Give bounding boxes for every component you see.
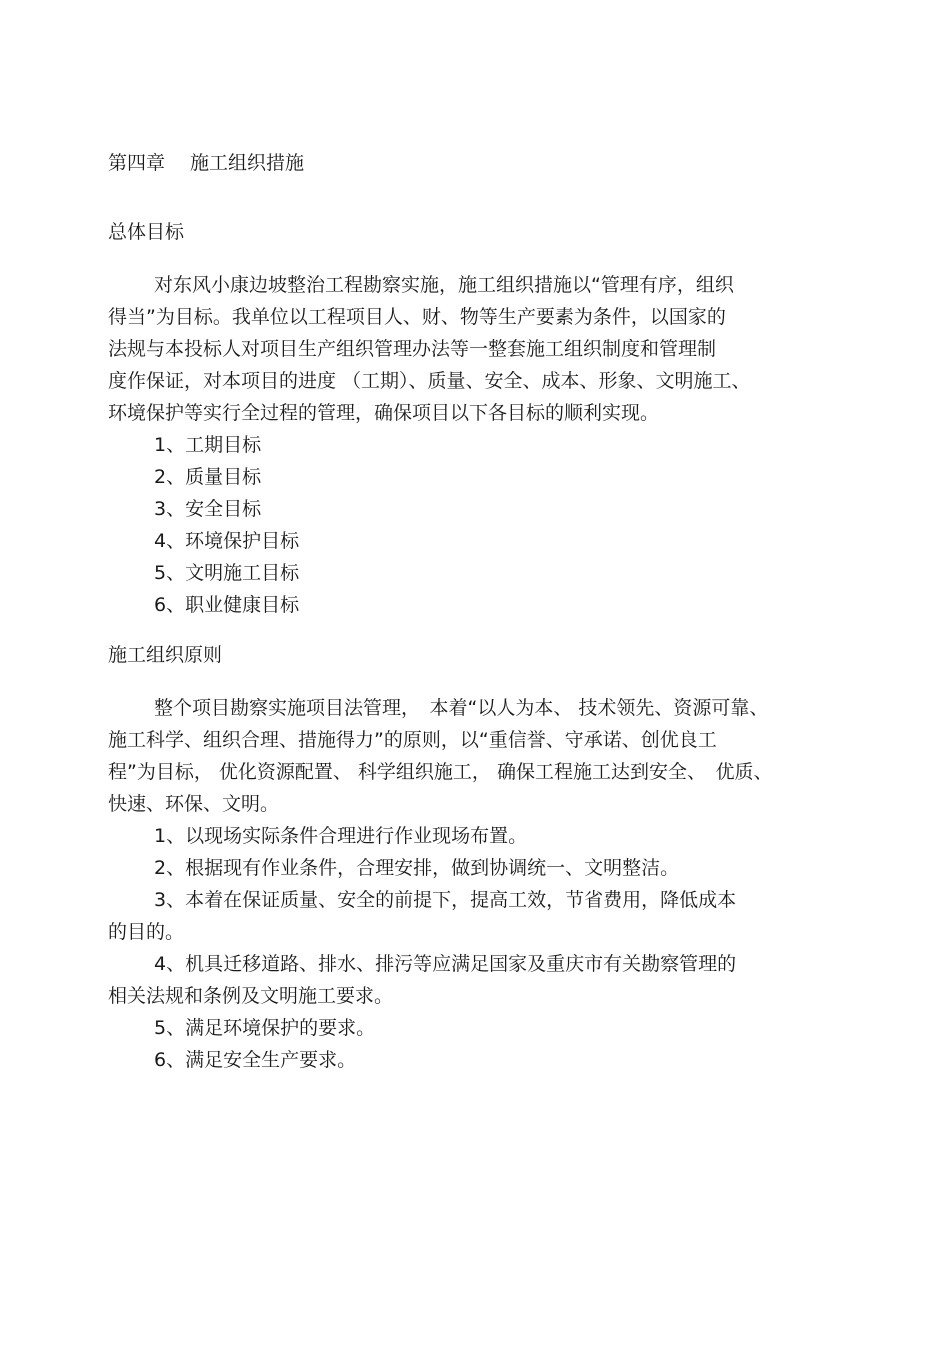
paragraph-line: 环境保护等实行全过程的管理，确保项目以下各目标的顺利实现。: [108, 402, 660, 424]
list-item: 3、本着在保证质量、安全的前提下，提高工效，节省费用，降低成本: [154, 889, 737, 911]
paragraph-line: 度作保证，对本项目的进度 （工期）、质量、安全、成本、形象、文明施工、: [108, 370, 751, 392]
list-item: 1、工期目标: [154, 434, 262, 456]
list-item: 5、满足环境保护的要求。: [154, 1017, 376, 1039]
list-item: 3、安全目标: [154, 498, 262, 520]
paragraph-line: 得当”为目标。我单位以工程项目人、财、物等生产要素为条件，以国家的: [108, 306, 726, 328]
list-item: 6、满足安全生产要求。: [154, 1049, 357, 1071]
paragraph-line: 快速、环保、文明。: [108, 793, 280, 815]
list-item: 2、质量目标: [154, 466, 262, 488]
list-item: 4、机具迁移道路、排水、排污等应满足国家及重庆市有关勘察管理的: [154, 953, 737, 975]
section-heading-overall-goals: 总体目标: [108, 221, 185, 243]
list-item-continuation: 相关法规和条例及文明施工要求。: [108, 985, 394, 1007]
list-item-continuation: 的目的。: [108, 921, 185, 943]
paragraph-line: 施工科学、组织合理、措施得力”的原则，以“重信誉、守承诺、创优良工: [108, 729, 717, 751]
list-item: 5、文明施工目标: [154, 562, 300, 584]
list-item: 1、以现场实际条件合理进行作业现场布置。: [154, 825, 528, 847]
list-item: 4、环境保护目标: [154, 530, 300, 552]
paragraph-line: 程”为目标， 优化资源配置、 科学组织施工， 确保工程施工达到安全、 优质、: [108, 761, 773, 783]
paragraph-line: 对东风小康边坡整治工程勘察实施，施工组织措施以“管理有序，组织: [154, 274, 734, 296]
section-heading-principles: 施工组织原则: [108, 644, 223, 666]
paragraph-line: 整个项目勘察实施项目法管理， 本着“以人为本、 技术领先、资源可靠、: [154, 697, 769, 719]
list-item: 2、根据现有作业条件，合理安排，做到协调统一、文明整洁。: [154, 857, 680, 879]
list-item: 6、职业健康目标: [154, 594, 300, 616]
chapter-title: 第四章 施工组织措施: [108, 152, 305, 174]
paragraph-line: 法规与本投标人对项目生产组织管理办法等一整套施工组织制度和管理制: [108, 338, 717, 360]
